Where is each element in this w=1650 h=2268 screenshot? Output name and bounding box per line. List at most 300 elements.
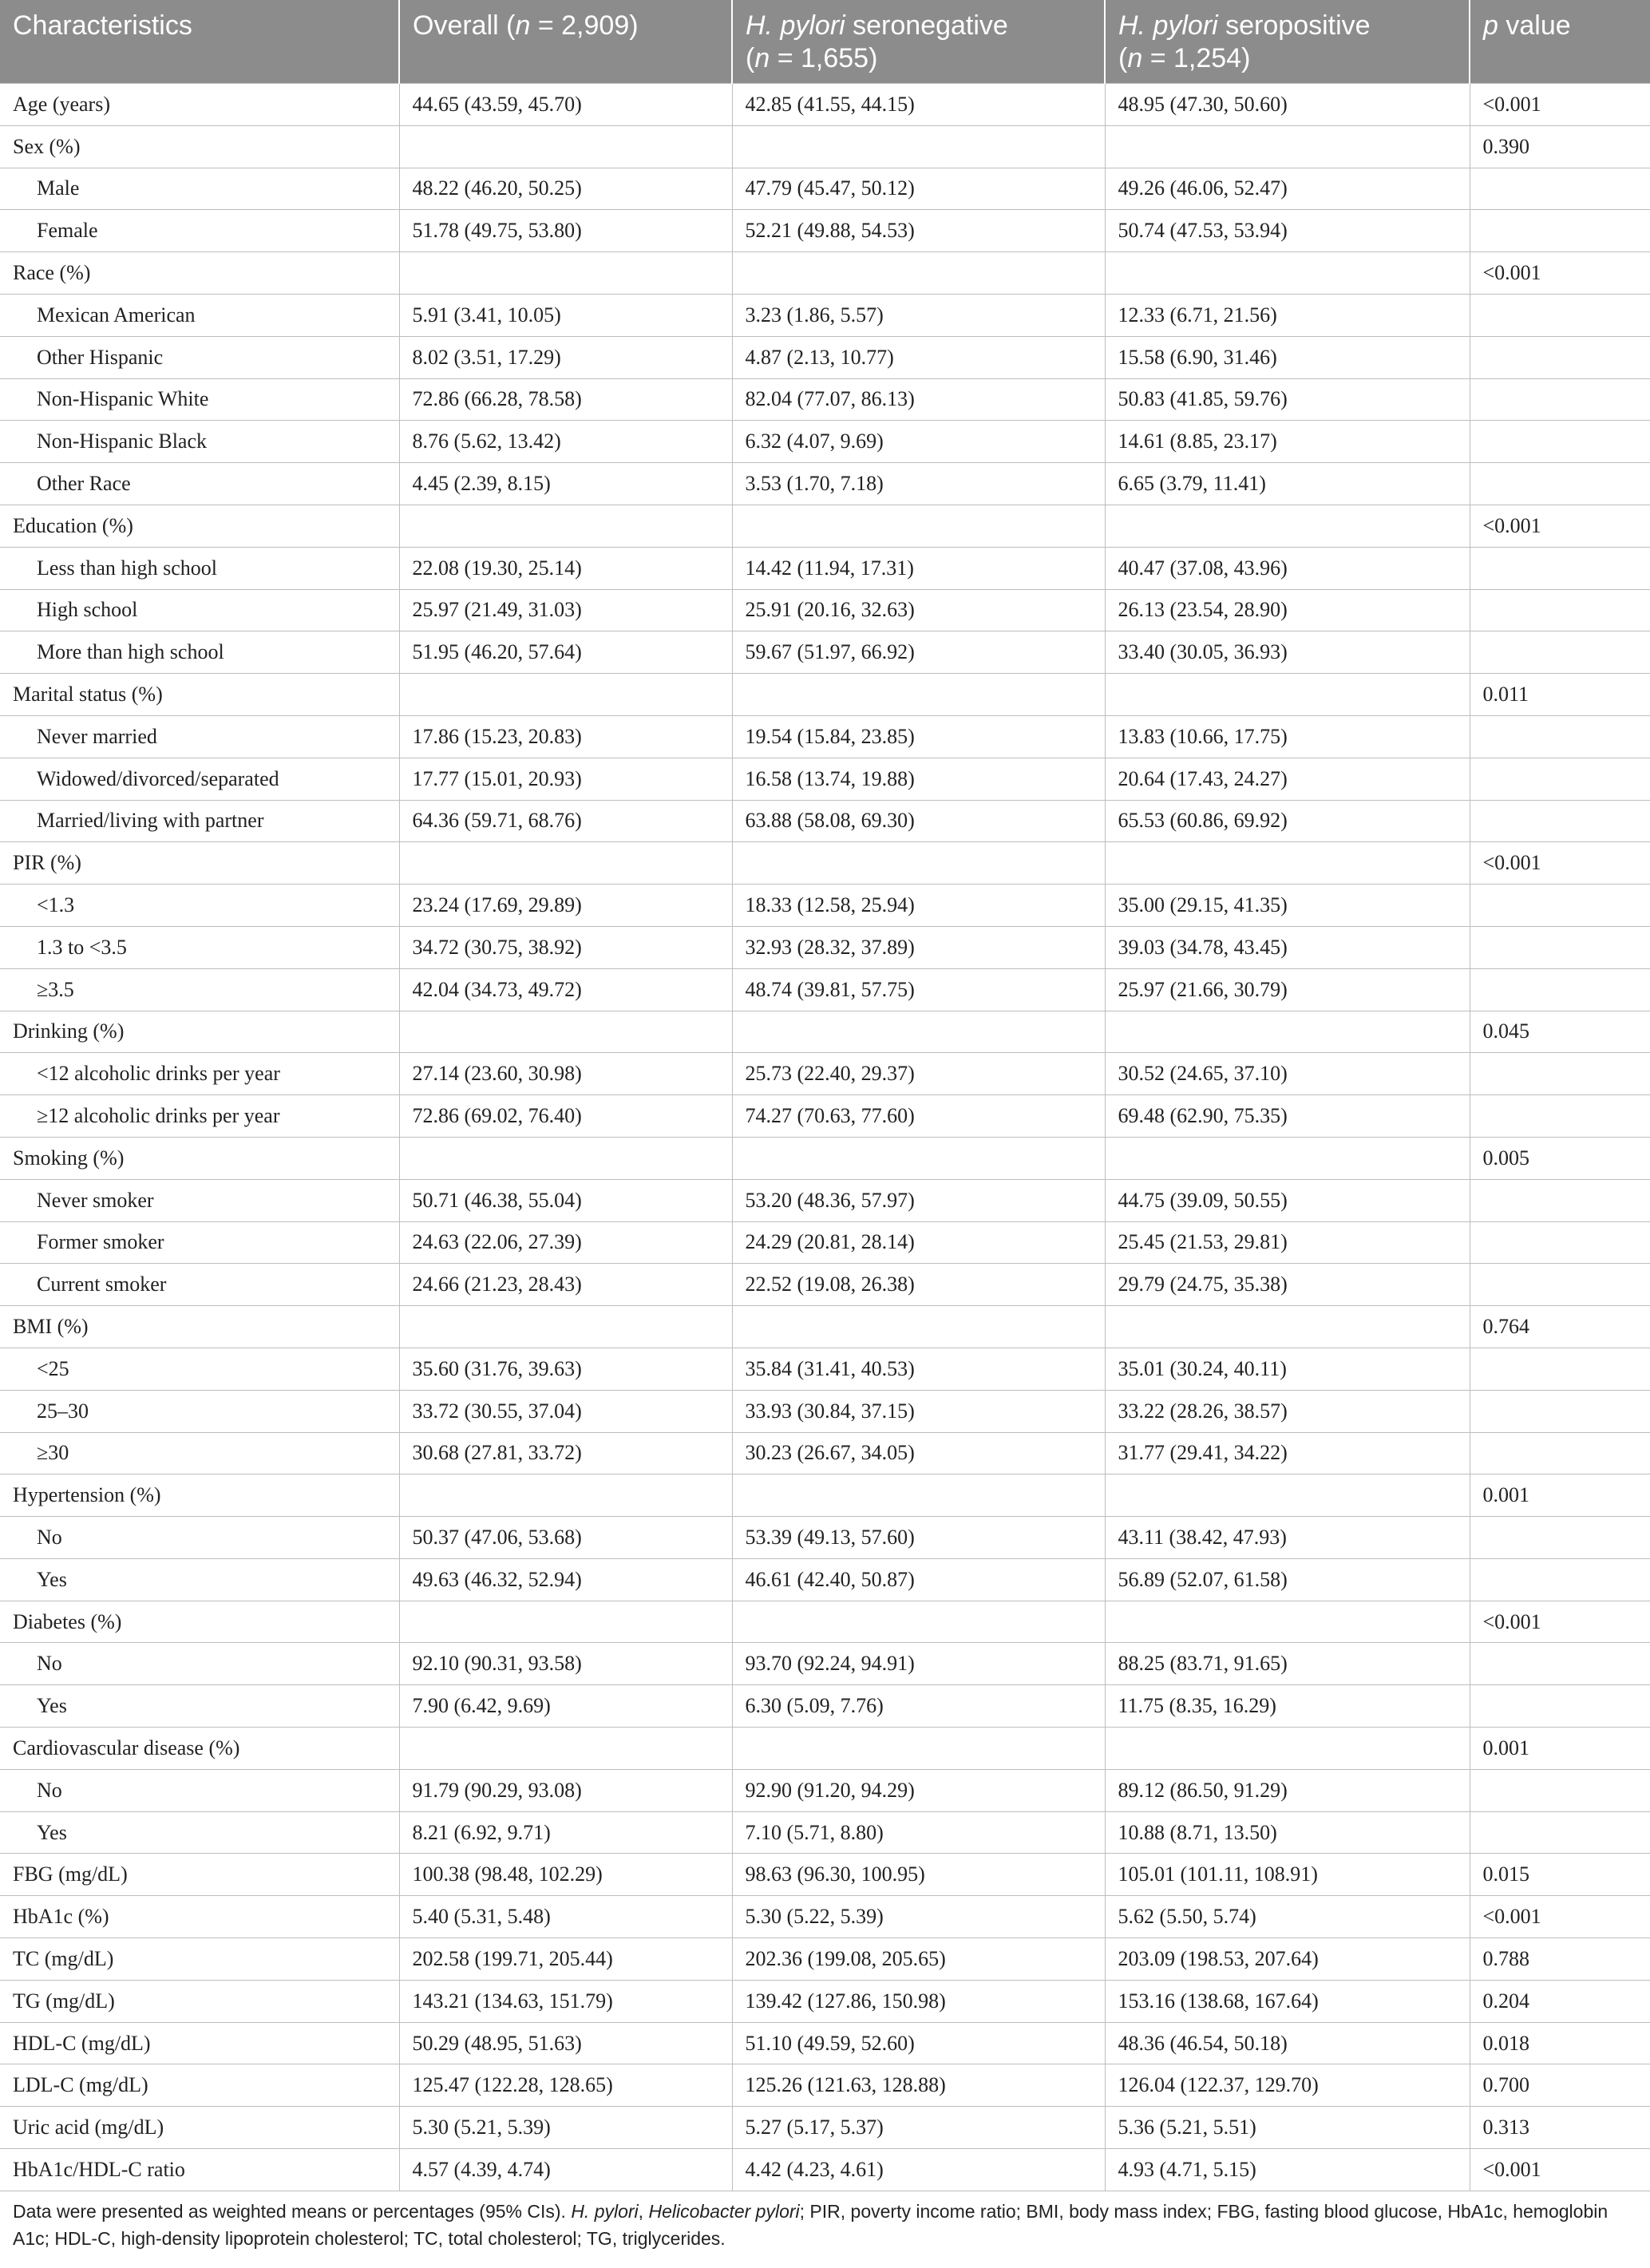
cell-p-value [1470,1811,1650,1854]
cell-characteristic: HbA1c/HDL-C ratio [0,2149,399,2191]
header-overall-n: n [515,10,531,41]
cell-characteristic: ≥12 alcoholic drinks per year [0,1095,399,1138]
cell-seropositive: 40.47 (37.08, 43.96) [1105,547,1470,589]
cell-p-value [1470,1558,1650,1601]
cell-seropositive: 20.64 (17.43, 24.27) [1105,758,1470,800]
cell-p-value [1470,1221,1650,1264]
table-row [0,1938,1650,1981]
cell-seronegative: 25.91 (20.16, 32.63) [732,589,1105,631]
cell-characteristic: No [0,1517,399,1559]
table-row [0,2107,1650,2149]
cell-seronegative [732,1601,1105,1643]
cell-characteristic: Married/living with partner [0,800,399,842]
cell-seronegative: 5.27 (5.17, 5.37) [732,2107,1105,2149]
cell-seropositive: 43.11 (38.42, 47.93) [1105,1517,1470,1559]
cell-overall: 25.97 (21.49, 31.03) [399,589,732,631]
table-row [0,1854,1650,1896]
cell-seropositive: 56.89 (52.07, 61.58) [1105,1558,1470,1601]
footnote-rest: ; PIR, poverty income ratio; BMI, body mass index; FBG, fasting blood glucose, HbA1c, hemoglobin A1c; HDL-C, high-density lipoprotein cholesterol; TC, total cholesterol; TG, triglycerides. [13,2200,1608,2249]
cell-seropositive: 69.48 (62.90, 75.35) [1105,1095,1470,1138]
cell-p-value: <0.001 [1470,505,1650,547]
cell-characteristic: No [0,1769,399,1811]
cell-characteristic: Non-Hispanic Black [0,421,399,463]
cell-p-value [1470,1053,1650,1095]
cell-seronegative: 46.61 (42.40, 50.87) [732,1558,1105,1601]
table-row [0,1390,1650,1432]
cell-seronegative: 125.26 (121.63, 128.88) [732,2064,1105,2107]
cell-seronegative: 5.30 (5.22, 5.39) [732,1896,1105,1938]
cell-characteristic: PIR (%) [0,842,399,885]
cell-p-value: 0.204 [1470,1980,1650,2022]
cell-overall: 24.66 (21.23, 28.43) [399,1264,732,1306]
table-row [0,1348,1650,1390]
cell-seronegative: 30.23 (26.67, 34.05) [732,1432,1105,1474]
cell-p-value: 0.015 [1470,1854,1650,1896]
cell-p-value: 0.788 [1470,1938,1650,1981]
cell-overall: 34.72 (30.75, 38.92) [399,926,732,968]
table-row [0,1769,1650,1811]
cell-seropositive [1105,1137,1470,1179]
cell-seronegative: 42.85 (41.55, 44.15) [732,84,1105,126]
cell-characteristic: Other Hispanic [0,336,399,378]
cell-seronegative [732,1137,1105,1179]
table-row [0,168,1650,210]
cell-seropositive: 105.01 (101.11, 108.91) [1105,1854,1470,1896]
table-row [0,1558,1650,1601]
cell-seronegative: 16.58 (13.74, 19.88) [732,758,1105,800]
table-row [0,715,1650,758]
table-row [0,2022,1650,2064]
cell-characteristic: Marital status (%) [0,674,399,716]
footnote-lead: Data were presented as weighted means or percentages (95% CIs). [13,2200,572,2222]
cell-seropositive: 12.33 (6.71, 21.56) [1105,294,1470,336]
cell-seronegative [732,505,1105,547]
cell-seropositive: 29.79 (24.75, 35.38) [1105,1264,1470,1306]
table-row [0,547,1650,589]
cell-p-value [1470,715,1650,758]
cell-overall: 49.63 (46.32, 52.94) [399,1558,732,1601]
cell-overall: 48.22 (46.20, 50.25) [399,168,732,210]
header-seronegative-line1 [746,10,1092,42]
header-seropositive [1105,0,1470,84]
cell-p-value [1470,800,1650,842]
cell-characteristic: Former smoker [0,1221,399,1264]
cell-seropositive: 35.00 (29.15, 41.35) [1105,885,1470,927]
cell-p-value: <0.001 [1470,252,1650,295]
cell-p-value [1470,1643,1650,1685]
cell-p-value: 0.011 [1470,674,1650,716]
cell-characteristic: Uric acid (mg/dL) [0,2107,399,2149]
cell-overall: 27.14 (23.60, 30.98) [399,1053,732,1095]
cell-seronegative: 202.36 (199.08, 205.65) [732,1938,1105,1981]
cell-seropositive: 26.13 (23.54, 28.90) [1105,589,1470,631]
cell-seropositive: 5.62 (5.50, 5.74) [1105,1896,1470,1938]
table-row [0,1221,1650,1264]
cell-characteristic: <1.3 [0,885,399,927]
cell-seropositive: 49.26 (46.06, 52.47) [1105,168,1470,210]
cell-p-value: 0.005 [1470,1137,1650,1179]
cell-overall: 50.29 (48.95, 51.63) [399,2022,732,2064]
header-seropositive-count: = 1,254) [1142,43,1251,73]
cell-overall [399,1306,732,1348]
header-seronegative-paren: ( [746,43,755,73]
table-row [0,1601,1650,1643]
cell-seropositive: 153.16 (138.68, 167.64) [1105,1980,1470,2022]
cell-overall: 125.47 (122.28, 128.65) [399,2064,732,2107]
cell-characteristic: High school [0,589,399,631]
cell-seronegative: 25.73 (22.40, 29.37) [732,1053,1105,1095]
cell-seropositive [1105,1306,1470,1348]
cell-characteristic: Smoking (%) [0,1137,399,1179]
cell-overall: 92.10 (90.31, 93.58) [399,1643,732,1685]
cell-seropositive [1105,842,1470,885]
cell-seropositive: 44.75 (39.09, 50.55) [1105,1179,1470,1221]
header-seronegative-species: H. pylori [746,10,845,41]
cell-p-value: 0.001 [1470,1728,1650,1770]
cell-p-value [1470,589,1650,631]
cell-seronegative: 82.04 (77.07, 86.13) [732,378,1105,421]
cell-characteristic: TC (mg/dL) [0,1938,399,1981]
cell-seropositive: 25.97 (21.66, 30.79) [1105,968,1470,1011]
cell-overall: 100.38 (98.48, 102.29) [399,1854,732,1896]
header-p-letter: p [1483,10,1498,41]
cell-seronegative: 18.33 (12.58, 25.94) [732,885,1105,927]
cell-p-value: <0.001 [1470,84,1650,126]
cell-seronegative: 53.39 (49.13, 57.60) [732,1517,1105,1559]
table-row [0,1474,1650,1517]
cell-overall [399,1601,732,1643]
cell-characteristic: FBG (mg/dL) [0,1854,399,1896]
cell-p-value [1470,1517,1650,1559]
cell-p-value [1470,1095,1650,1138]
cell-characteristic: No [0,1643,399,1685]
cell-seronegative: 3.23 (1.86, 5.57) [732,294,1105,336]
cell-seropositive: 30.52 (24.65, 37.10) [1105,1053,1470,1095]
table-row [0,2064,1650,2107]
cell-characteristic: HbA1c (%) [0,1896,399,1938]
table-row [0,842,1650,885]
table-row [0,1011,1650,1053]
cell-p-value [1470,885,1650,927]
cell-p-value [1470,1432,1650,1474]
header-p-value [1470,0,1650,84]
cell-overall: 8.76 (5.62, 13.42) [399,421,732,463]
cell-seronegative: 93.70 (92.24, 94.91) [732,1643,1105,1685]
cell-seronegative: 139.42 (127.86, 150.98) [732,1980,1105,2022]
cell-characteristic: Never married [0,715,399,758]
cell-overall: 143.21 (134.63, 151.79) [399,1980,732,2022]
cell-seronegative: 92.90 (91.20, 94.29) [732,1769,1105,1811]
cell-seropositive [1105,1728,1470,1770]
cell-overall: 64.36 (59.71, 68.76) [399,800,732,842]
cell-seronegative: 63.88 (58.08, 69.30) [732,800,1105,842]
cell-seropositive: 14.61 (8.85, 23.17) [1105,421,1470,463]
header-characteristics [0,0,399,84]
cell-characteristic: Diabetes (%) [0,1601,399,1643]
cell-overall [399,842,732,885]
header-seronegative-n: n [754,43,770,73]
cell-overall: 44.65 (43.59, 45.70) [399,84,732,126]
footnote-abbr-sep: , [638,2200,649,2222]
cell-seropositive: 25.45 (21.53, 29.81) [1105,1221,1470,1264]
cell-p-value: 0.313 [1470,2107,1650,2149]
table-row [0,1517,1650,1559]
cell-characteristic: 1.3 to <3.5 [0,926,399,968]
cell-seronegative [732,1474,1105,1517]
table-row [0,421,1650,463]
cell-seropositive: 88.25 (83.71, 91.65) [1105,1643,1470,1685]
cell-seronegative [732,674,1105,716]
cell-p-value: <0.001 [1470,1601,1650,1643]
cell-seronegative: 32.93 (28.32, 37.89) [732,926,1105,968]
cell-overall [399,505,732,547]
cell-p-value [1470,336,1650,378]
cell-seronegative: 53.20 (48.36, 57.97) [732,1179,1105,1221]
cell-overall: 91.79 (90.29, 93.08) [399,1769,732,1811]
cell-seropositive: 6.65 (3.79, 11.41) [1105,463,1470,505]
cell-seropositive [1105,1011,1470,1053]
cell-p-value [1470,294,1650,336]
cell-seropositive: 50.83 (41.85, 59.76) [1105,378,1470,421]
cell-characteristic: LDL-C (mg/dL) [0,2064,399,2107]
table-row [0,1053,1650,1095]
header-row [0,0,1650,84]
cell-seronegative: 52.21 (49.88, 54.53) [732,210,1105,252]
cell-seronegative: 48.74 (39.81, 57.75) [732,968,1105,1011]
cell-overall: 50.37 (47.06, 53.68) [399,1517,732,1559]
cell-characteristic: Cardiovascular disease (%) [0,1728,399,1770]
cell-seronegative: 19.54 (15.84, 23.85) [732,715,1105,758]
table-row [0,631,1650,674]
cell-p-value: <0.001 [1470,2149,1650,2191]
cell-overall: 22.08 (19.30, 25.14) [399,547,732,589]
cell-seropositive: 39.03 (34.78, 43.45) [1105,926,1470,968]
cell-overall [399,252,732,295]
cell-seropositive: 33.22 (28.26, 38.57) [1105,1390,1470,1432]
table-row [0,968,1650,1011]
cell-characteristic: Hypertension (%) [0,1474,399,1517]
cell-overall [399,125,732,168]
header-p-label: value [1498,10,1571,41]
cell-p-value [1470,547,1650,589]
header-seronegative-count: = 1,655) [770,43,878,73]
cell-characteristic: Drinking (%) [0,1011,399,1053]
table-row [0,463,1650,505]
cell-overall: 4.45 (2.39, 8.15) [399,463,732,505]
cell-characteristic: Non-Hispanic White [0,378,399,421]
cell-seronegative [732,842,1105,885]
cell-p-value [1470,421,1650,463]
table-row [0,800,1650,842]
cell-overall: 42.04 (34.73, 49.72) [399,968,732,1011]
cell-overall: 72.86 (66.28, 78.58) [399,378,732,421]
cell-seronegative: 74.27 (70.63, 77.60) [732,1095,1105,1138]
cell-characteristic: ≥30 [0,1432,399,1474]
cell-seronegative [732,1306,1105,1348]
cell-p-value: 0.764 [1470,1306,1650,1348]
table-row [0,1896,1650,1938]
header-seronegative [732,0,1105,84]
cell-characteristic: Race (%) [0,252,399,295]
cell-characteristic: Education (%) [0,505,399,547]
cell-overall: 33.72 (30.55, 37.04) [399,1390,732,1432]
cell-seropositive [1105,125,1470,168]
table-row [0,926,1650,968]
table-row [0,674,1650,716]
cell-seronegative: 6.32 (4.07, 9.69) [732,421,1105,463]
cell-seropositive [1105,1474,1470,1517]
header-characteristics-label: Characteristics [13,10,192,41]
cell-seropositive: 48.36 (46.54, 50.18) [1105,2022,1470,2064]
cell-overall: 17.77 (15.01, 20.93) [399,758,732,800]
table-row [0,1137,1650,1179]
table-row [0,1811,1650,1854]
cell-overall: 5.40 (5.31, 5.48) [399,1896,732,1938]
cell-characteristic: Less than high school [0,547,399,589]
cell-seronegative: 22.52 (19.08, 26.38) [732,1264,1105,1306]
header-overall-count: = 2,909) [530,10,639,41]
cell-seropositive: 48.95 (47.30, 50.60) [1105,84,1470,126]
table-row [0,336,1650,378]
header-seronegative-label: seronegative [845,10,1008,41]
table-row [0,378,1650,421]
cell-p-value: 0.001 [1470,1474,1650,1517]
table-row [0,1095,1650,1138]
table-body [0,84,1650,2191]
cell-seronegative: 6.30 (5.09, 7.76) [732,1685,1105,1728]
table-row [0,589,1650,631]
cell-seropositive: 31.77 (29.41, 34.22) [1105,1432,1470,1474]
cell-seronegative [732,1011,1105,1053]
cell-characteristic: HDL-C (mg/dL) [0,2022,399,2064]
header-seropositive-n: n [1127,43,1143,73]
cell-characteristic: Female [0,210,399,252]
header-overall [399,0,732,84]
cell-characteristic: ≥3.5 [0,968,399,1011]
cell-overall: 51.95 (46.20, 57.64) [399,631,732,674]
cell-seronegative: 98.63 (96.30, 100.95) [732,1854,1105,1896]
cell-seronegative: 47.79 (45.47, 50.12) [732,168,1105,210]
cell-seronegative [732,125,1105,168]
table-row [0,2149,1650,2191]
cell-p-value [1470,1264,1650,1306]
cell-overall: 23.24 (17.69, 29.89) [399,885,732,927]
cell-characteristic: Mexican American [0,294,399,336]
cell-characteristic: <12 alcoholic drinks per year [0,1053,399,1095]
cell-overall: 8.02 (3.51, 17.29) [399,336,732,378]
cell-p-value: 0.018 [1470,2022,1650,2064]
table-row [0,1264,1650,1306]
cell-seronegative: 35.84 (31.41, 40.53) [732,1348,1105,1390]
table-row [0,84,1650,126]
cell-characteristic: Age (years) [0,84,399,126]
cell-seronegative: 7.10 (5.71, 8.80) [732,1811,1105,1854]
cell-seropositive: 10.88 (8.71, 13.50) [1105,1811,1470,1854]
cell-overall: 5.91 (3.41, 10.05) [399,294,732,336]
cell-seropositive: 33.40 (30.05, 36.93) [1105,631,1470,674]
cell-characteristic: More than high school [0,631,399,674]
cell-seronegative: 14.42 (11.94, 17.31) [732,547,1105,589]
cell-p-value: 0.700 [1470,2064,1650,2107]
cell-characteristic: Current smoker [0,1264,399,1306]
cell-seropositive: 65.53 (60.86, 69.92) [1105,800,1470,842]
cell-characteristic: Yes [0,1558,399,1601]
table-row [0,885,1650,927]
cell-p-value [1470,631,1650,674]
cell-overall [399,1011,732,1053]
table-row [0,210,1650,252]
cell-seronegative: 4.87 (2.13, 10.77) [732,336,1105,378]
cell-p-value: <0.001 [1470,1896,1650,1938]
footnote-abbr-term: H. pylori [571,2200,639,2222]
table-row [0,294,1650,336]
cell-overall: 4.57 (4.39, 4.74) [399,2149,732,2191]
table-row [0,1685,1650,1728]
cell-overall: 30.68 (27.81, 33.72) [399,1432,732,1474]
cell-characteristic: Male [0,168,399,210]
cell-seronegative: 33.93 (30.84, 37.15) [732,1390,1105,1432]
table-row [0,505,1650,547]
cell-p-value [1470,1348,1650,1390]
table-row [0,252,1650,295]
cell-p-value [1470,378,1650,421]
cell-p-value [1470,926,1650,968]
cell-overall: 202.58 (199.71, 205.44) [399,1938,732,1981]
cell-p-value [1470,968,1650,1011]
cell-seropositive: 15.58 (6.90, 31.46) [1105,336,1470,378]
table-row [0,1306,1650,1348]
cell-seropositive [1105,252,1470,295]
cell-seropositive [1105,505,1470,547]
cell-seronegative: 4.42 (4.23, 4.61) [732,2149,1105,2191]
cell-p-value [1470,210,1650,252]
cell-seropositive: 11.75 (8.35, 16.29) [1105,1685,1470,1728]
table-row [0,1728,1650,1770]
header-overall-prefix: Overall ( [413,10,516,41]
header-seropositive-paren: ( [1118,43,1128,73]
cell-characteristic: Yes [0,1811,399,1854]
cell-p-value [1470,1769,1650,1811]
cell-overall: 50.71 (46.38, 55.04) [399,1179,732,1221]
cell-seropositive: 5.36 (5.21, 5.51) [1105,2107,1470,2149]
cell-seropositive: 35.01 (30.24, 40.11) [1105,1348,1470,1390]
cell-characteristic: BMI (%) [0,1306,399,1348]
table-header [0,0,1650,84]
cell-characteristic: Sex (%) [0,125,399,168]
cell-overall: 24.63 (22.06, 27.39) [399,1221,732,1264]
header-seropositive-species: H. pylori [1118,10,1218,41]
table-footnote [0,2191,1650,2252]
table-row [0,1432,1650,1474]
cell-seronegative: 3.53 (1.70, 7.18) [732,463,1105,505]
cell-p-value [1470,168,1650,210]
cell-p-value [1470,1179,1650,1221]
cell-overall: 72.86 (69.02, 76.40) [399,1095,732,1138]
header-seropositive-line1 [1118,10,1457,42]
cell-seropositive: 203.09 (198.53, 207.64) [1105,1938,1470,1981]
cell-seronegative: 24.29 (20.81, 28.14) [732,1221,1105,1264]
table-row [0,758,1650,800]
cell-overall [399,1474,732,1517]
cell-p-value [1470,1685,1650,1728]
header-seronegative-line2 [746,42,1092,75]
cell-seropositive [1105,1601,1470,1643]
cell-seropositive [1105,674,1470,716]
cell-seropositive: 13.83 (10.66, 17.75) [1105,715,1470,758]
cell-characteristic: 25–30 [0,1390,399,1432]
cell-seropositive: 126.04 (122.37, 129.70) [1105,2064,1470,2107]
cell-overall: 8.21 (6.92, 9.71) [399,1811,732,1854]
